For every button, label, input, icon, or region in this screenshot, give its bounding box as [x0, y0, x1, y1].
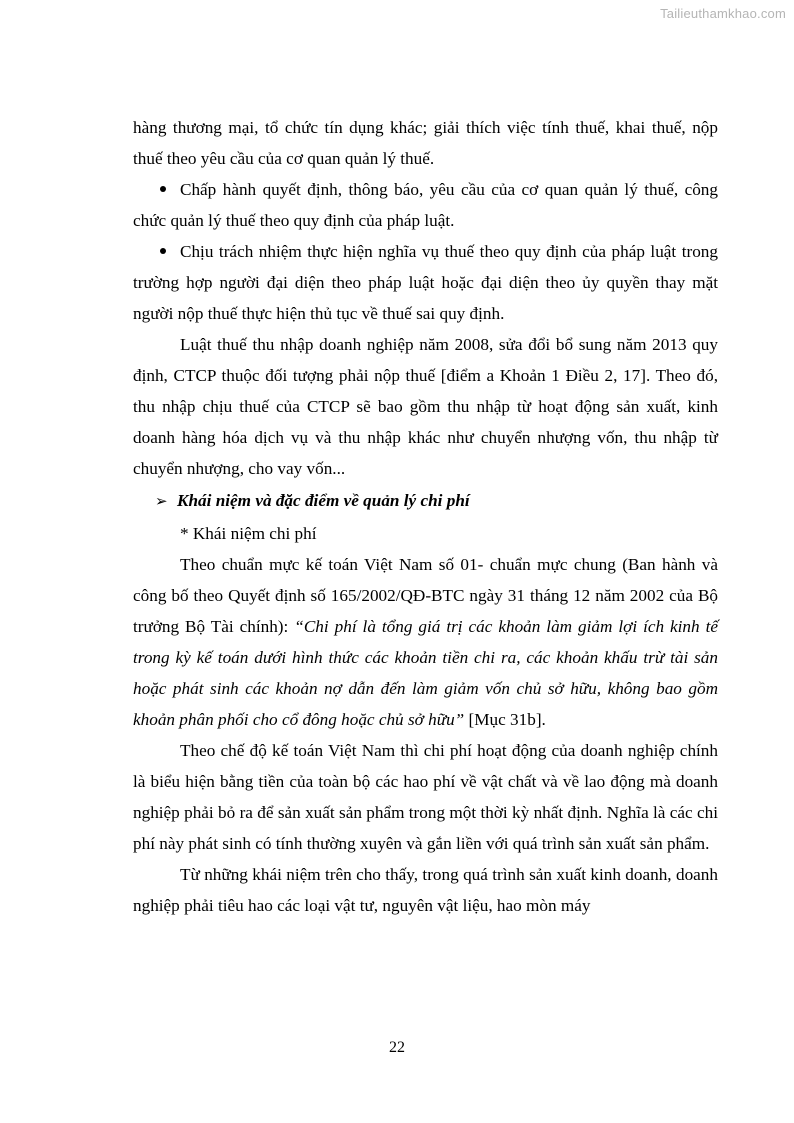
bullet-item-2-text: Chịu trách nhiệm thực hiện nghĩa vụ thuế theo quy định của pháp luật trong trường hợp người đại diện theo pháp luật hoặc đại diện theo ủy quyền thay mặt người nộp thuế thực hiện thủ tục về thuế sai quy định. [133, 242, 718, 323]
paragraph-tax-law: Luật thuế thu nhập doanh nghiệp năm 2008, sửa đổi bổ sung năm 2013 quy định, CTCP thuộc đối tượng phải nộp thuế [điểm a Khoản 1 Điều 2, 17]. Theo đó, thu nhập chịu thuế của CTCP sẽ bao gồm thu nhập từ hoạt động sản xuất, kinh doanh hàng hóa dịch vụ và thu nhập khác như chuyển nhượng vốn, thu nhập từ chuyển nhượng, cho vay vốn... [133, 335, 718, 478]
paragraph-accounting-regime: Theo chế độ kế toán Việt Nam thì chi phí hoạt động của doanh nghiệp chính là biểu hiện bằng tiền của toàn bộ các hao phí về vật chất và về lao động mà doanh nghiệp phải bỏ ra để sản xuất sản phẩm trong một thời kỳ nhất định. Nghĩa là các chi phí này phát sinh có tính thường xuyên và gắn liền với quá trình sản xuất sản phẩm. [133, 741, 718, 853]
bullet-icon [160, 186, 166, 192]
paragraph-accounting-standard [133, 549, 718, 735]
paragraph-conclusion: Từ những khái niệm trên cho thấy, trong quá trình sản xuất kinh doanh, doanh nghiệp phải tiêu hao các loại vật tư, nguyên vật liệu, hao mòn máy [133, 865, 718, 915]
page-body [133, 112, 718, 921]
arrow-bullet-icon: ➢ [155, 494, 168, 510]
bullet-item-1 [133, 174, 718, 236]
standard-reference: [Mục 31b]. [464, 710, 546, 729]
bullet-icon [160, 248, 166, 254]
page-number: 22 [389, 1039, 405, 1056]
paragraph-continued: hàng thương mại, tổ chức tín dụng khác; giải thích việc tính thuế, khai thuế, nộp thuế theo yêu cầu của cơ quan quản lý thuế. [133, 118, 718, 168]
subheading: * Khái niệm chi phí [180, 524, 317, 543]
section-heading [133, 485, 718, 518]
standard-quote: “Chi phí là tổng giá trị các khoản làm giảm lợi ích kinh tế trong kỳ kế toán dưới hình thức các khoản tiền chi ra, các khoản khấu trừ tài sản hoặc phát sinh các khoản nợ dẫn đến làm giảm vốn chủ sở hữu, không bao gồm khoản phân phối cho cổ đông hoặc chủ sở hữu” [133, 617, 718, 729]
watermark: Tailieuthamkhao.com [660, 6, 786, 21]
bullet-item-2 [133, 236, 718, 329]
bullet-item-1-text: Chấp hành quyết định, thông báo, yêu cầu của cơ quan quản lý thuế, công chức quản lý thuế theo quy định của pháp luật. [133, 180, 718, 230]
standard-plain-text: Theo chuẩn mực kế toán Việt Nam số 01- chuẩn mực chung (Ban hành và công bố theo Quyết định số 165/2002/QĐ-BTC ngày 31 tháng 12 năm 2002 của Bộ trưởng Bộ Tài chính): [133, 555, 718, 636]
section-heading-text: Khái niệm và đặc điểm về quản lý chi phí [177, 491, 470, 510]
